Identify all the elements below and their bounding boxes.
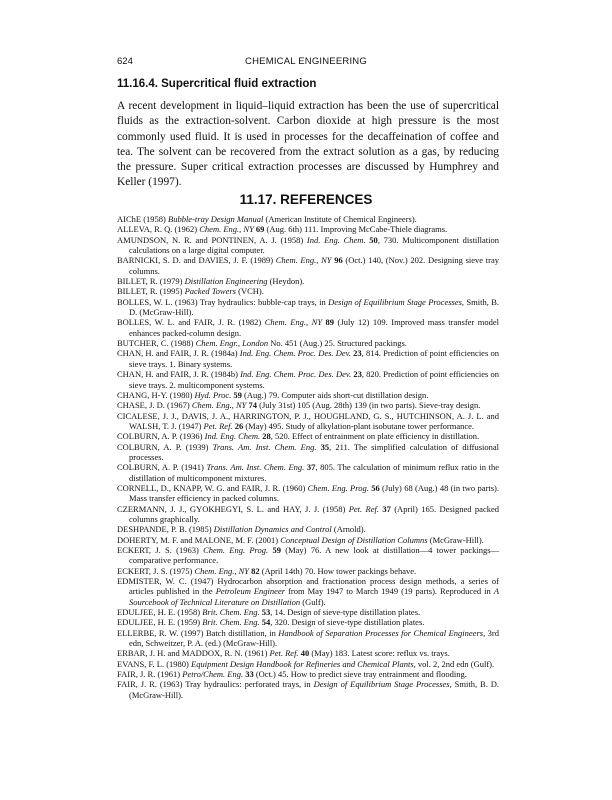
reference-r-text: (American Institute of Chemical Engineers). xyxy=(263,214,417,224)
reference-b-text: 28 xyxy=(260,431,271,442)
reference-a-text: CICALESE, J. J., DAVIS, J. A., HARRINGTON, P. J., HOUGHLAND, G. S., HUTCHINSON, A. J. L. and WALSH, T. J. (1947) xyxy=(117,410,499,431)
reference-r-text: , 320. Design of sieve-type distillation plates. xyxy=(270,617,425,628)
reference-i-text: Chem. Eng., NY xyxy=(275,255,332,266)
reference-entry xyxy=(117,679,499,700)
reference-a-text: CHAN, H. and FAIR, J. R. (1984a) xyxy=(117,348,240,359)
reference-a-text: ECKERT, J. S. (1975) xyxy=(117,565,195,576)
reference-r-text: , 211. The simplified calculation of diffusional processes. xyxy=(129,441,500,462)
reference-i-text: Chem. Eng., NY xyxy=(191,400,247,411)
reference-i-text: Petroleum Engineer xyxy=(215,586,286,597)
reference-b-text: 96 xyxy=(331,255,343,266)
reference-r-text: (Aug. 6th) 111. Improving McCabe-Thiele diagrams. xyxy=(264,224,448,235)
reference-entry xyxy=(117,442,499,463)
reference-list xyxy=(117,214,499,700)
section-paragraph: A recent development in liquid–liquid extraction has been the use of supercritical fluids as the extraction-solvent. Carbon dioxide at high pressure is the most commonly used fluid. It is used in processes for the decaffeination of coffee and tea. The solvent can be recovered from the extract solution as a gas, by reducing the pressure. Super critical extraction processes are discussed by Humphrey and Keller (1997). xyxy=(117,100,499,189)
reference-a-text: BARNICKI, S. D. and DAVIES, J. F. (1989) xyxy=(117,255,276,266)
reference-a-text: BILLET, R. (1995) xyxy=(117,286,185,297)
reference-r-text: (July 12) 109. Improved mass transfer model enhances packed-column design. xyxy=(129,317,499,338)
reference-r-text: , vol. 2, 2nd edn (Gulf). xyxy=(413,658,495,669)
reference-i-text: Chem. Eng. Prog. xyxy=(203,545,269,555)
reference-i2-text: A Sourcebook of Technical Literature on Distillation xyxy=(129,586,500,607)
reference-i-text: Distillation Engineering xyxy=(184,276,268,287)
reference-r-text: (Oct.) 45. How to predict sieve tray entrainment and flooding. xyxy=(253,669,467,680)
reference-a-text: AIChE (1958) xyxy=(117,214,168,224)
reference-i-text: Pet. Ref. xyxy=(269,648,299,659)
reference-r-text: (McGraw-Hill). xyxy=(427,534,484,545)
reference-i-text: Pet. Ref. xyxy=(348,503,379,514)
reference-entry xyxy=(117,214,499,224)
reference-a-text: COLBURN, A. P. (1939) xyxy=(117,441,213,452)
reference-i-text: Chem. Engr., London xyxy=(195,338,269,349)
reference-i-text: Ind. Eng. Chem. Proc. Des. Dev. xyxy=(240,369,352,380)
section-title: 11.16.4. Supercritical fluid extraction xyxy=(117,78,317,90)
reference-r-text: , 520. Effect of entrainment on plate efficiency in distillation. xyxy=(270,431,480,442)
reference-i-text: Handbook of Separation Processes for Chemical Engineers xyxy=(278,627,484,638)
reference-entry xyxy=(117,524,499,534)
reference-a-text: DOHERTY, M. F. and MALONE, M. F. (2001) xyxy=(117,534,281,545)
reference-b-text: 33 xyxy=(243,669,254,680)
reference-i-text: Petro/Chem. Eng. xyxy=(182,669,244,680)
reference-i-text: Equipment Design Handbook for Refineries and Chemical Plants xyxy=(191,658,414,669)
reference-a-text: BUTCHER, C. (1988) xyxy=(117,338,196,349)
reference-i-text: Trans. Am. Inst. Chem. Eng. xyxy=(206,462,305,473)
reference-i-text: Chem. Eng., NY xyxy=(194,565,250,576)
reference-r-text: (Arnold). xyxy=(331,524,366,535)
reference-a-text: COLBURN, A. P. (1941) xyxy=(117,462,207,473)
reference-entry xyxy=(117,576,499,607)
reference-r-text: No. 451 (Aug.) 25. Structured packings. xyxy=(268,338,407,349)
reference-i-text: Pet. Ref. xyxy=(203,420,233,431)
reference-i-text: Chem. Eng., NY xyxy=(264,317,323,328)
reference-b-text: 23 xyxy=(350,348,362,359)
reference-r-text: , 805. The calculation of minimum reflux ratio in the distillation of multicomponent mixtures. xyxy=(129,462,500,483)
reference-b-text: 50 xyxy=(365,234,378,245)
reference-a-text: CHAN, H. and FAIR, J. R. (1984b) xyxy=(117,369,241,380)
reference-entry xyxy=(117,276,499,286)
reference-a-text: FAIR, J. R. (1961) xyxy=(117,669,183,680)
reference-r2-text: (Gulf). xyxy=(300,596,326,607)
reference-r-text: (Aug.) 79. Computer aids short-cut distillation design. xyxy=(241,389,429,400)
reference-r-text: (Oct.) 140, (Nov.) 202. Designing sieve tray columns. xyxy=(129,255,500,276)
reference-r-text: , 730. Multicomponent distillation calculations on a large digital computer. xyxy=(129,234,500,256)
reference-a-text: BOLLES, W. L. and FAIR, J. R. (1982) xyxy=(117,317,265,328)
reference-a-text: EDMISTER, W. C. (1947) Hydrocarbon absorption and fractionation process design methods, a series of articles published in the xyxy=(117,576,499,597)
reference-i-text: Design of Equilibrium Stage Processes xyxy=(313,679,450,690)
reference-entry xyxy=(117,255,499,276)
reference-entry xyxy=(117,338,499,348)
reference-r-text: (May) 495. Study of alkylation-plant isobutane tower performance. xyxy=(243,420,475,431)
reference-entry xyxy=(117,545,499,566)
reference-a-text: FAIR, J. R. (1963) Tray hydraulics: perforated trays, in xyxy=(117,679,314,690)
reference-entry xyxy=(117,566,499,576)
reference-i-text: Ind. Eng. Chem. xyxy=(204,431,261,442)
reference-a-text: EVANS, F. L. (1980) xyxy=(117,658,192,669)
reference-b-text: 40 xyxy=(298,648,310,659)
references-heading: 11.17. REFERENCES xyxy=(239,192,373,207)
reference-a-text: ECKERT, J. S. (1963) xyxy=(117,545,204,555)
reference-a-text: ELLERBE, R. W. (1997) Batch distillation, in xyxy=(117,627,279,638)
reference-i-text: Ind. Eng. Chem. xyxy=(306,234,366,245)
reference-a-text: ALLEVA, R. Q. (1962) xyxy=(117,224,200,235)
running-title: CHEMICAL ENGINEERING xyxy=(245,56,367,67)
reference-b-text: 69 xyxy=(253,224,265,235)
reference-entry xyxy=(117,535,499,545)
reference-i-text: Trans. Am. Inst. Chem. Eng. xyxy=(212,441,317,452)
reference-b-text: 59 xyxy=(231,389,242,400)
reference-a-text: ERBAR, J. H. and MADDOX, R. N. (1961) xyxy=(117,648,270,659)
reference-entry xyxy=(117,297,499,318)
reference-r-text: , Smith, B. D. (McGraw-Hill). xyxy=(129,679,500,700)
reference-a-text: CORNELL, D., KNAPP, W. G. and FAIR, J. R. (1960) xyxy=(117,482,308,493)
reference-b-text: 59 xyxy=(268,545,281,555)
reference-r-text: , 820. Prediction of point efficiencies on sieve trays. 2. multicomponent systems. xyxy=(129,369,499,390)
reference-a-text: EDULJEE, H. E. (1958) xyxy=(117,607,203,618)
reference-r-text: (May) 76. A new look at distillation—4 tower packings—comparative performance. xyxy=(129,545,500,566)
reference-r-text: (Heydon). xyxy=(267,276,305,287)
reference-r-text: , 814. Prediction of point efficiencies on sieve trays. 1. Binary systems. xyxy=(129,348,499,369)
reference-entry xyxy=(117,411,499,432)
reference-r-text: , 3rd edn, Schweitzer, P. A. (ed.) (McGraw-Hill). xyxy=(129,627,499,649)
reference-entry xyxy=(117,504,499,525)
reference-entry xyxy=(117,235,499,256)
reference-entry xyxy=(117,617,499,627)
reference-i-text: Packed Towers xyxy=(184,286,236,297)
page-header xyxy=(117,56,495,70)
reference-entry xyxy=(117,628,499,649)
reference-entry xyxy=(117,369,499,390)
reference-r-text: (VCH). xyxy=(235,286,264,297)
reference-a-text: DESHPANDE, P. B. (1985) xyxy=(117,524,214,535)
reference-a-text: CZERMANN, J. J., GYOKHEGYI, S. L. and HAY, J. J. (1958) xyxy=(117,503,349,514)
reference-entry xyxy=(117,348,499,369)
reference-b-text: 37 xyxy=(378,503,391,514)
reference-b-text: 23 xyxy=(351,369,362,380)
reference-r-text: (July 31st) 105 (Aug. 28th) 139 (in two parts). Sieve-tray design. xyxy=(257,400,481,411)
reference-r-text: (May) 183. Latest score: reflux vs. trays. xyxy=(309,648,450,659)
reference-b-text: 37 xyxy=(304,462,316,473)
page-number: 624 xyxy=(117,56,133,67)
reference-a-text: EDULJEE, H. E. (1959) xyxy=(117,617,203,628)
reference-i-text: Hyd. Proc. xyxy=(194,389,232,400)
reference-a-text: BILLET, R. (1979) xyxy=(117,276,185,287)
reference-r-text: from May 1947 to March 1949 (19 parts). Reproduced in xyxy=(285,586,494,597)
reference-i-text: Chem. Eng., NY xyxy=(199,224,254,235)
reference-entry xyxy=(117,400,499,410)
reference-entry xyxy=(117,483,499,504)
reference-a-text: COLBURN, A. P. (1936) xyxy=(117,431,205,442)
reference-b-text: 54 xyxy=(259,617,271,628)
reference-a-text: CHASE, J. D. (1967) xyxy=(117,400,192,411)
reference-entry xyxy=(117,669,499,679)
reference-entry xyxy=(117,607,499,617)
reference-b-text: 56 xyxy=(368,482,380,493)
reference-b-text: 82 xyxy=(249,565,260,576)
reference-entry xyxy=(117,431,499,441)
reference-a-text: AMUNDSON, N. R. and PONTINEN, A. J. (1958) xyxy=(117,234,307,245)
reference-entry xyxy=(117,390,499,400)
reference-r-text: , 14. Design of sieve-type distillation plates. xyxy=(270,607,421,618)
reference-a-text: CHANG, H-Y. (1980) xyxy=(117,389,195,400)
reference-entry xyxy=(117,462,499,483)
reference-r-text: (April 14th) 70. How tower packings behave. xyxy=(259,565,417,576)
reference-entry xyxy=(117,659,499,669)
reference-i-text: Ind. Eng. Chem. Proc. Des. Dev. xyxy=(239,348,351,359)
reference-b-text: 35 xyxy=(316,441,330,452)
reference-b-text: 26 xyxy=(232,420,244,431)
reference-entry xyxy=(117,224,499,234)
reference-b-text: 74 xyxy=(246,400,258,411)
reference-i-text: Design of Equilibrium Stage Processes xyxy=(328,296,462,307)
reference-a-text: BOLLES, W. L. (1963) Tray hydraulics: bubble-cap trays, in xyxy=(117,296,329,307)
reference-i-text: Brit. Chem. Eng. xyxy=(202,607,260,618)
reference-b-text: 53 xyxy=(259,607,271,618)
reference-entry xyxy=(117,286,499,296)
reference-i-text: Bubble-tray Design Manual xyxy=(168,214,264,224)
reference-entry xyxy=(117,317,499,338)
reference-r-text: , Smith, B. D. (McGraw-Hill). xyxy=(129,296,500,318)
reference-entry xyxy=(117,648,499,658)
reference-r-text: (July) 68 (Aug.) 48 (in two parts). Mass transfer efficiency in packed columns. xyxy=(129,482,499,504)
reference-i-text: Brit. Chem. Eng. xyxy=(202,617,260,628)
reference-i-text: Conceptual Design of Distillation Columns xyxy=(280,534,428,545)
reference-i-text: Chem. Eng. Prog. xyxy=(307,482,369,493)
reference-r-text: (April) 165. Designed packed columns graphically. xyxy=(129,503,499,524)
reference-b-text: 89 xyxy=(322,317,335,328)
reference-i-text: Distillation Dynamics and Control xyxy=(213,524,332,535)
